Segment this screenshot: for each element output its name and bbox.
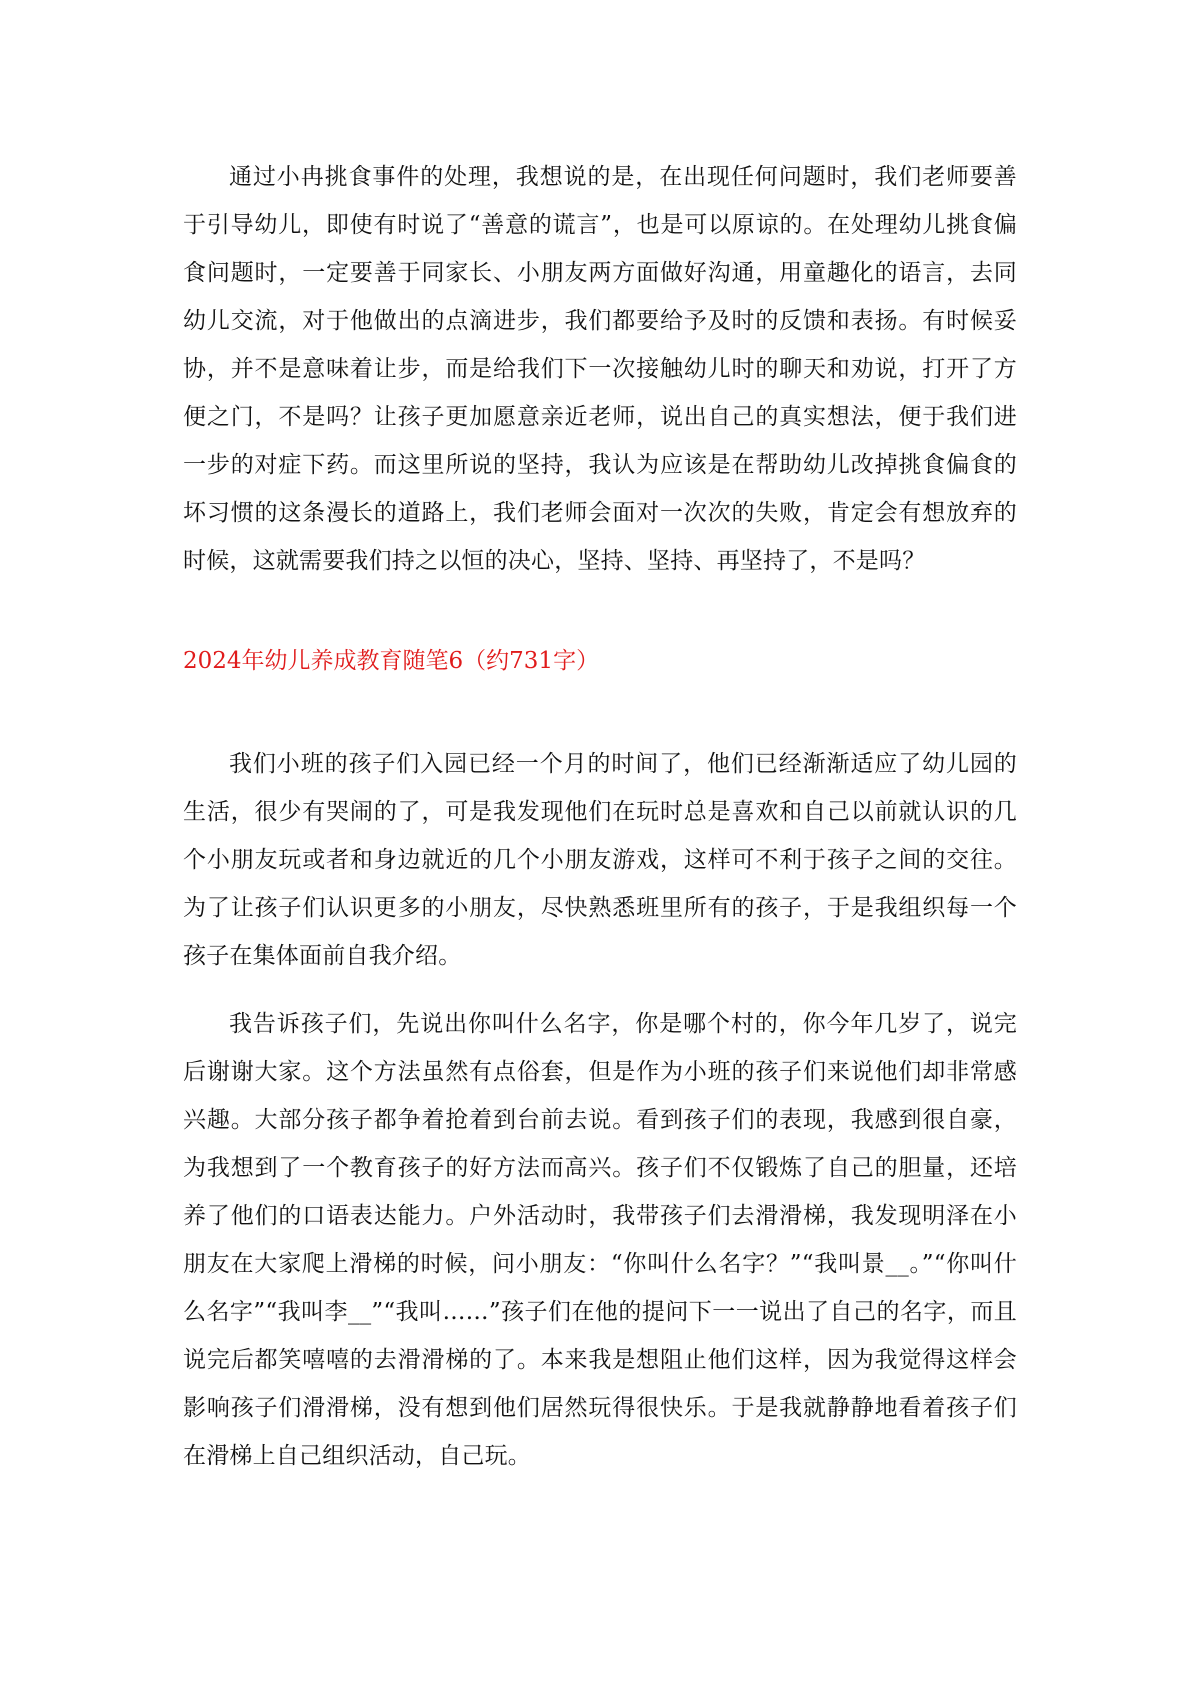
- paragraph-2: 我们小班的孩子们入园已经一个月的时间了，他们已经渐渐适应了幼儿园的生活，很少有哭闹的了，可是我发现他们在玩时总是喜欢和自己以前就认识的几个小朋友玩或者和身边就近的几个小朋友游戏，这样可不利于孩子之间的交往。为了让孩子们认识更多的小朋友，尽快熟悉班里所有的孩子，于是我组织每一个孩子在集体面前自我介绍。: [183, 751, 1017, 969]
- paragraph-3: 我告诉孩子们，先说出你叫什么名字，你是哪个村的，你今年几岁了，说完后谢谢大家。这个方法虽然有点俗套，但是作为小班的孩子们来说他们却非常感兴趣。大部分孩子都争着抢着到台前去说。看到孩子们的表现，我感到很自豪，为我想到了一个教育孩子的好方法而高兴。孩子们不仅锻炼了自己的胆量，还培养了他们的口语表达能力。户外活动时，我带孩子们去滑滑梯，我发现明泽在小朋友在大家爬上滑梯的时候，问小朋友：“你叫什么名字？”“我叫景__。”“你叫什么名字”“我叫李__”“我叫……”孩子们在他的提问下一一说出了自己的名字，而且说完后都笑嘻嘻的去滑滑梯的了。本来我是想阻止他们这样，因为我觉得这样会影响孩子们滑滑梯，没有想到他们居然玩得很快乐。于是我就静静地看着孩子们在滑梯上自己组织活动，自己玩。: [183, 1011, 1017, 1469]
- section-heading: 2024年幼儿养成教育随笔6（约731字）: [183, 648, 600, 674]
- document-body: [183, 153, 1017, 1480]
- paragraph-1: 通过小冉挑食事件的处理，我想说的是，在出现任何问题时，我们老师要善于引导幼儿，即使有时说了“善意的谎言”，也是可以原谅的。在处理幼儿挑食偏食问题时，一定要善于同家长、小朋友两方面做好沟通，用童趣化的语言，去同幼儿交流，对于他做出的点滴进步，我们都要给予及时的反馈和表扬。有时候妥协，并不是意味着让步，而是给我们下一次接触幼儿时的聊天和劝说，打开了方便之门，不是吗？让孩子更加愿意亲近老师，说出自己的真实想法，便于我们进一步的对症下药。而这里所说的坚持，我认为应该是在帮助幼儿改掉挑食偏食的坏习惯的这条漫长的道路上，我们老师会面对一次次的失败，肯定会有想放弃的时候，这就需要我们持之以恒的决心，坚持、坚持、再坚持了，不是吗？: [183, 164, 1017, 574]
